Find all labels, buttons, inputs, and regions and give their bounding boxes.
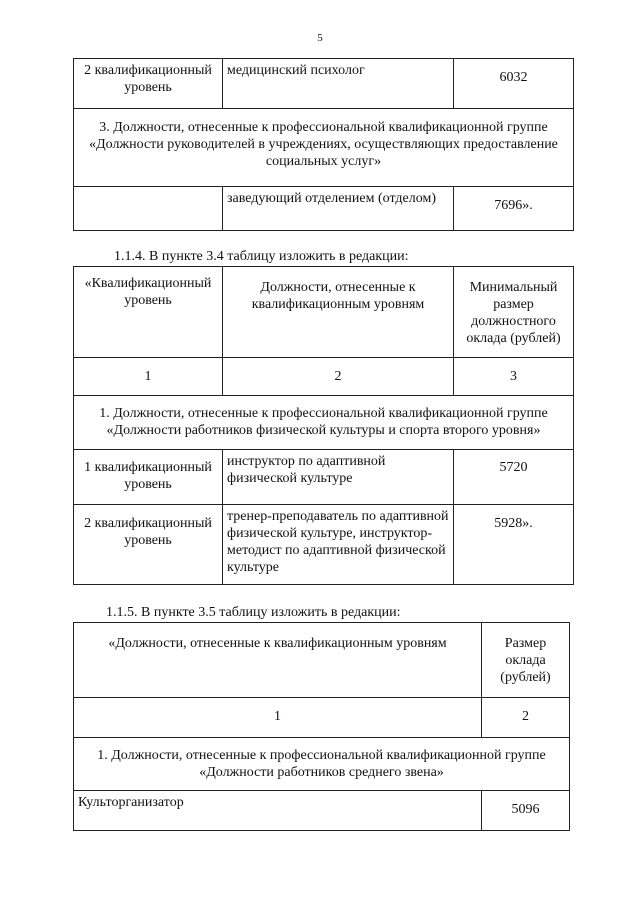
position-cell: заведующий отделением (отделом) (223, 187, 454, 231)
header-qualification-level: «Квалификационный уровень (74, 267, 223, 358)
column-number: 3 (454, 358, 574, 396)
salary-cell: 5928». (454, 505, 574, 585)
qualification-level-cell: 2 квалификационный уровень (74, 505, 223, 585)
column-number: 1 (74, 698, 482, 738)
qualification-group-cell: 1. Должности, отнесенные к профессиональной квалификационной группе «Должности работников среднего звена» (74, 738, 570, 791)
table-row (74, 59, 574, 109)
table-mid-level-positions (73, 622, 570, 831)
table-physical-culture-positions (73, 266, 574, 585)
group-row (74, 109, 574, 187)
header-positions: «Должности, отнесенные к квалификационным уровням (74, 623, 482, 698)
salary-cell: 7696». (454, 187, 574, 231)
qualification-level-cell (74, 187, 223, 231)
table-row (74, 450, 574, 505)
header-min-salary: Минимальный размер должностного оклада (рублей) (454, 267, 574, 358)
salary-cell: 6032 (454, 59, 574, 109)
table-row (74, 187, 574, 231)
column-numbers-row (74, 698, 570, 738)
column-number: 2 (482, 698, 570, 738)
table-header-row (74, 623, 570, 698)
column-number: 2 (223, 358, 454, 396)
salary-cell: 5720 (454, 450, 574, 505)
table-continued-positions (73, 58, 574, 231)
paragraph-1-1-4: 1.1.4. В пункте 3.4 таблицу изложить в редакции: (114, 249, 409, 264)
paragraph-1-1-5: 1.1.5. В пункте 3.5 таблицу изложить в редакции: (106, 605, 401, 620)
table-header-row (74, 267, 574, 358)
column-number: 1 (74, 358, 223, 396)
table-row (74, 791, 570, 831)
position-cell: медицинский психолог (223, 59, 454, 109)
column-numbers-row (74, 358, 574, 396)
position-cell: инструктор по адаптивной физической культуре (223, 450, 454, 505)
qualification-group-cell: 3. Должности, отнесенные к профессиональной квалификационной группе «Должности руководителей в учреждениях, осуществляющих предоставление социальных услуг» (74, 109, 574, 187)
position-cell: тренер-преподаватель по адаптивной физической культуре, инструктор-методист по адаптивной физической культуре (223, 505, 454, 585)
qualification-group-cell: 1. Должности, отнесенные к профессиональной квалификационной группе «Должности работников физической культуры и спорта второго уровня» (74, 396, 574, 450)
table-row (74, 505, 574, 585)
salary-cell: 5096 (482, 791, 570, 831)
qualification-level-cell: 1 квалификационный уровень (74, 450, 223, 505)
page-number: 5 (317, 32, 323, 44)
group-row (74, 396, 574, 450)
position-cell: Культорганизатор (74, 791, 482, 831)
qualification-level-cell: 2 квалификационный уровень (74, 59, 223, 109)
header-salary: Размер оклада (рублей) (482, 623, 570, 698)
header-positions: Должности, отнесенные к квалификационным уровням (223, 267, 454, 358)
group-row (74, 738, 570, 791)
